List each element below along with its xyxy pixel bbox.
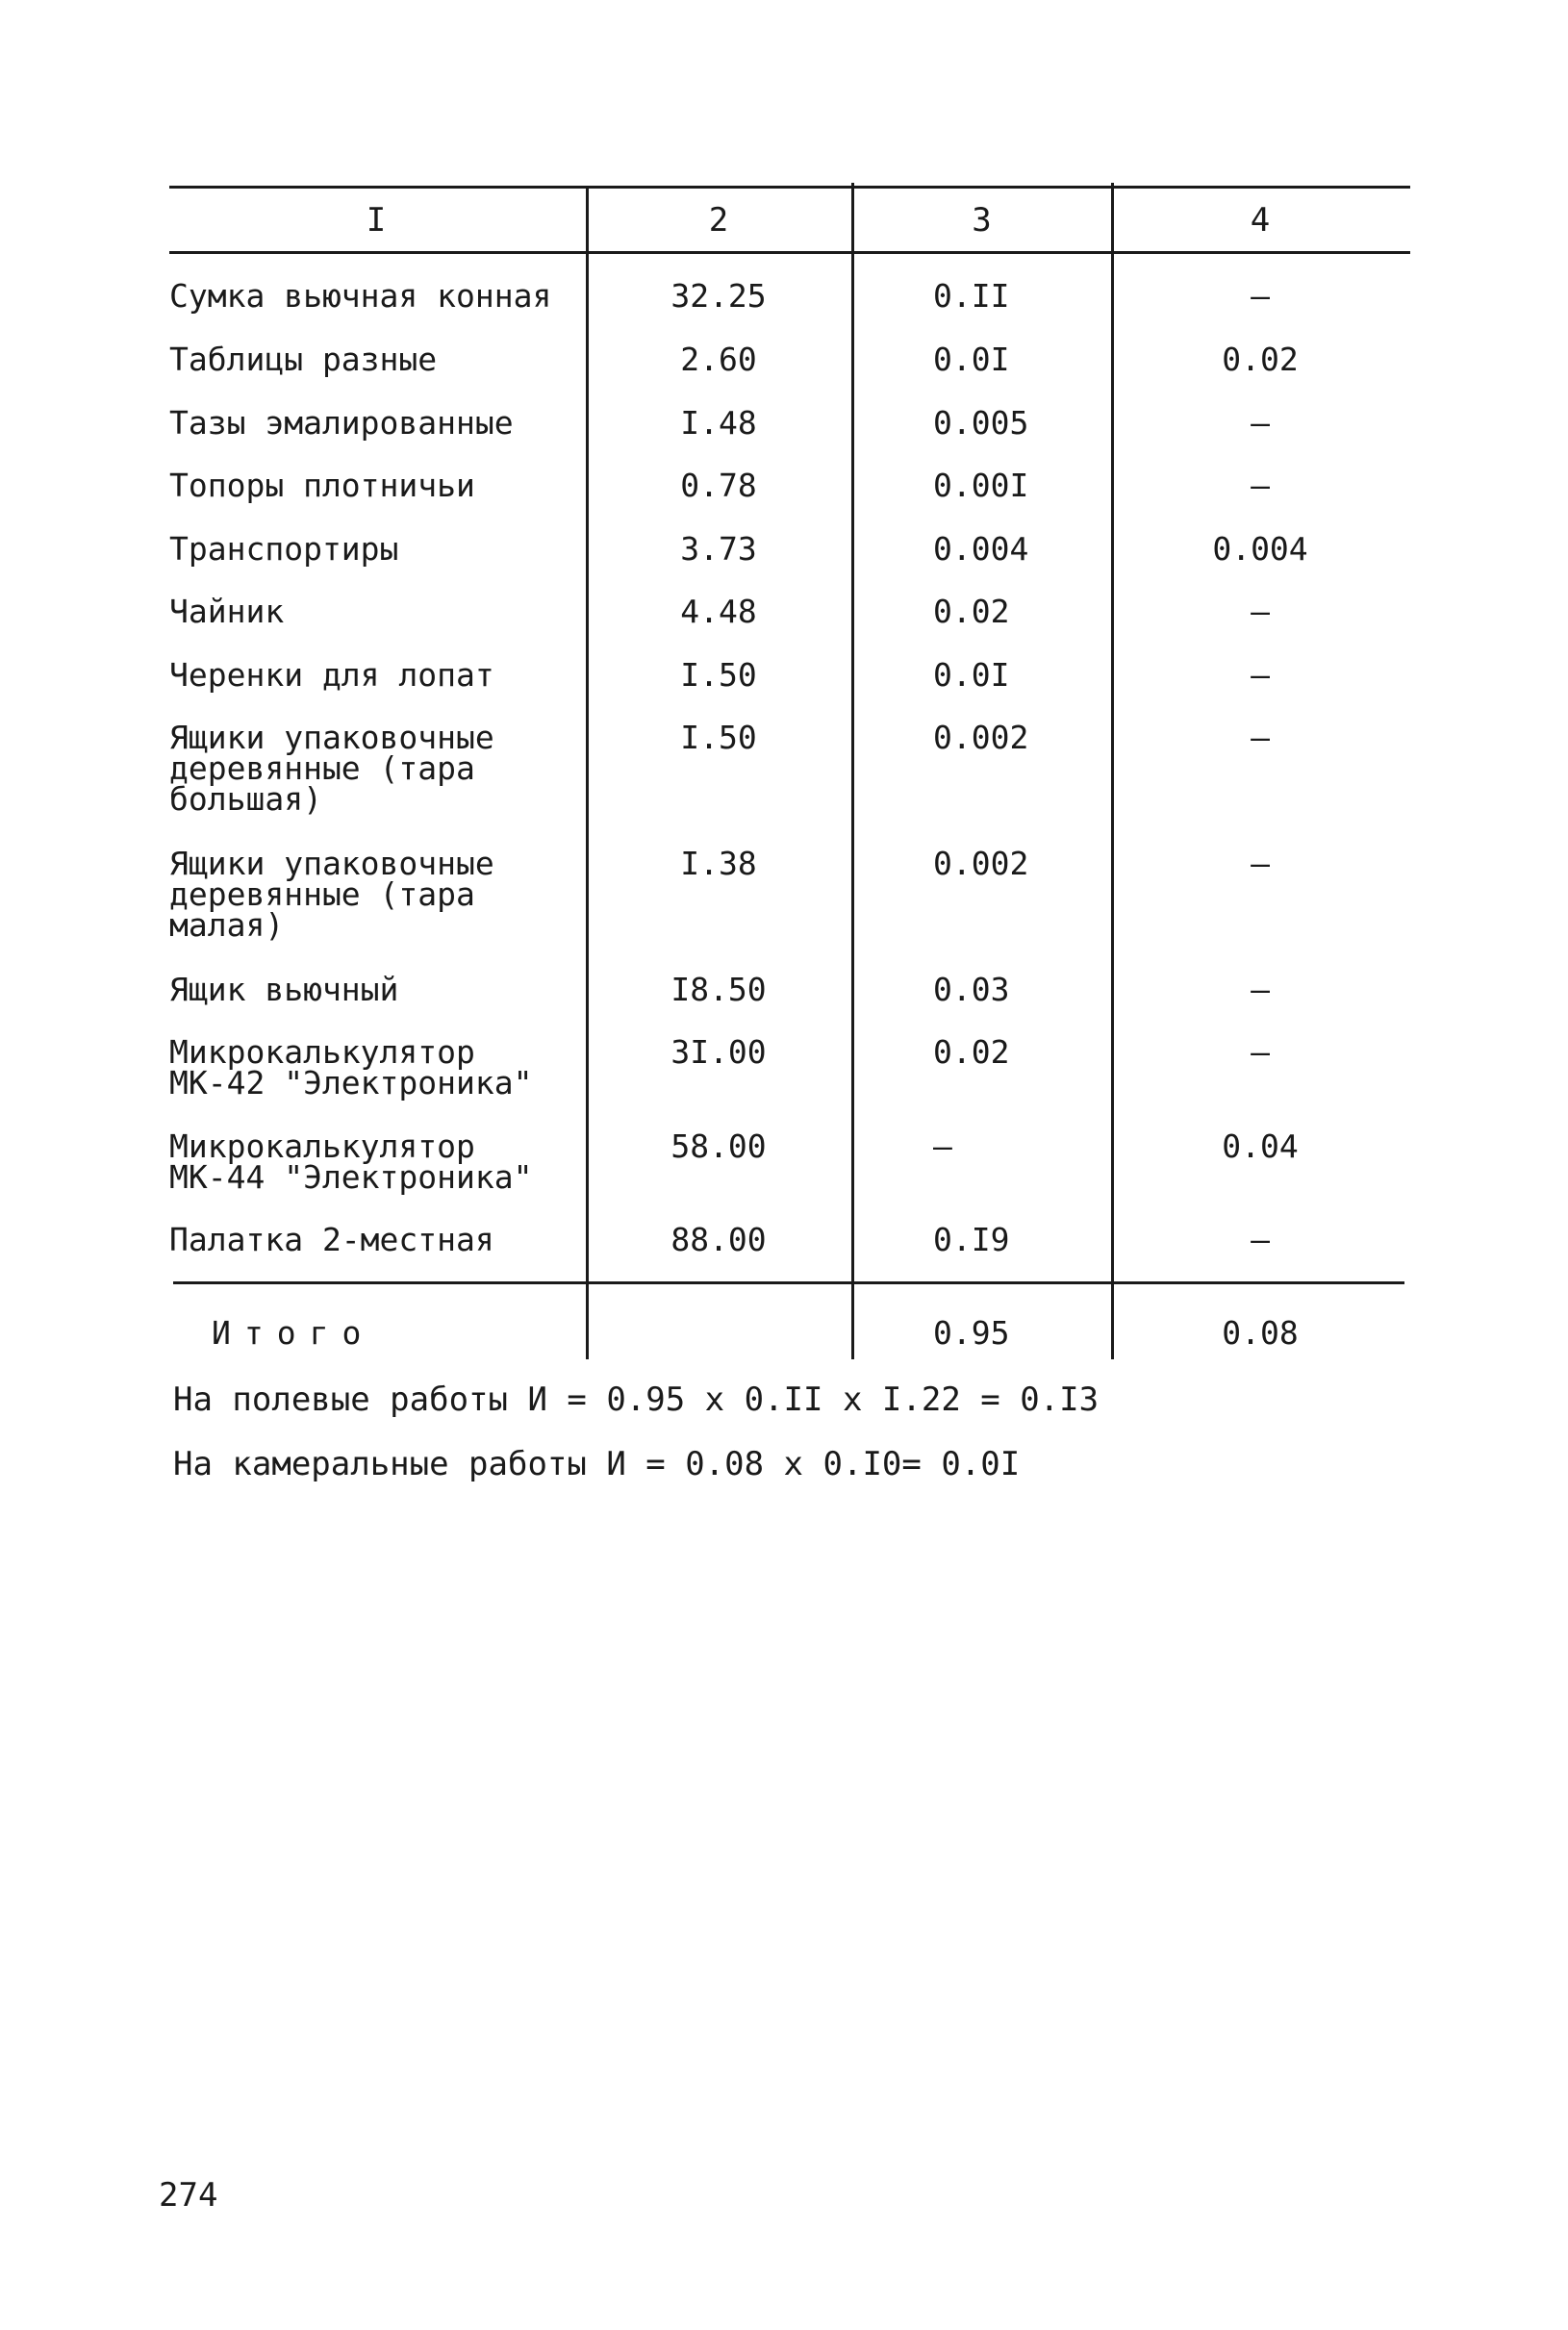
item-name: Таблицы разные — [169, 341, 438, 378]
value-col4: – — [1251, 404, 1270, 442]
value-col4: – — [1251, 719, 1270, 756]
value-col3: 0.002 — [933, 845, 1029, 882]
total-col3: 0.95 — [933, 1314, 1010, 1352]
item-name: Топоры плотничьи — [169, 467, 475, 504]
value-col2: 88.00 — [670, 1221, 767, 1258]
value-col4: – — [1251, 656, 1270, 694]
item-name: Микрокалькулятор МК-42 "Электроника" — [169, 1033, 533, 1102]
value-col3: 0.004 — [933, 530, 1029, 568]
table-header-col4: 4 — [1250, 201, 1271, 240]
value-col2: I.50 — [680, 656, 757, 694]
value-col2: 3.73 — [680, 530, 757, 568]
value-col2: I.48 — [680, 404, 757, 442]
value-col4: 0.02 — [1222, 341, 1299, 378]
value-col3: – — [933, 1127, 952, 1165]
value-col3: 0.002 — [933, 719, 1029, 756]
item-name: Чайник — [169, 593, 285, 630]
value-col2: 4.48 — [680, 593, 757, 630]
value-col4: – — [1251, 1033, 1270, 1071]
note-field-work: На полевые работы И = 0.95 х 0.II х I.22 = 0.I3 — [173, 1380, 1100, 1419]
item-name: Сумка вьючная конная — [169, 277, 552, 315]
item-name: Ящик вьючный — [169, 971, 399, 1008]
value-col4: – — [1251, 971, 1270, 1008]
item-name: Тазы эмалированные — [169, 404, 514, 442]
value-col3: 0.02 — [933, 1033, 1010, 1071]
value-col2: I8.50 — [670, 971, 767, 1008]
value-col2: 2.60 — [680, 341, 757, 378]
value-col4: – — [1251, 1221, 1270, 1258]
item-name: Палатка 2-местная — [169, 1221, 494, 1258]
table-header-col3: 3 — [972, 201, 992, 240]
value-col2: 3I.00 — [670, 1033, 767, 1071]
value-col3: 0.03 — [933, 971, 1010, 1008]
table-header-col2: 2 — [708, 201, 729, 240]
page-number: 274 — [159, 2176, 218, 2215]
item-name: Черенки для лопат — [169, 656, 494, 694]
value-col2: 58.00 — [670, 1127, 767, 1165]
value-col4: – — [1251, 467, 1270, 504]
value-col2: 32.25 — [670, 277, 767, 315]
item-name: Ящики упаковочные деревянные (тара малая) — [169, 845, 494, 944]
item-name: Микрокалькулятор МК-44 "Электроника" — [169, 1127, 533, 1196]
value-col3: 0.0I — [933, 656, 1010, 694]
value-col4: 0.04 — [1222, 1127, 1299, 1165]
value-col4: – — [1251, 845, 1270, 882]
total-label: Итого — [212, 1314, 375, 1352]
value-col3: 0.02 — [933, 593, 1010, 630]
item-name: Ящики упаковочные деревянные (тара большая) — [169, 719, 494, 818]
table-total-rule — [173, 1281, 1404, 1284]
note-office-work: На камеральные работы И = 0.08 х 0.I0= 0.0I — [173, 1445, 1021, 1483]
value-col2: I.50 — [680, 719, 757, 756]
table-header-col1: I — [366, 201, 387, 240]
total-col4: 0.08 — [1222, 1314, 1299, 1352]
value-col3: 0.II — [933, 277, 1010, 315]
value-col2: 0.78 — [680, 467, 757, 504]
value-col3: 0.I9 — [933, 1221, 1010, 1258]
value-col2: I.38 — [680, 845, 757, 882]
item-name: Транспортиры — [169, 530, 399, 568]
value-col4: 0.004 — [1212, 530, 1308, 568]
value-col4: – — [1251, 593, 1270, 630]
value-col4: – — [1251, 277, 1270, 315]
value-col3: 0.0I — [933, 341, 1010, 378]
value-col3: 0.005 — [933, 404, 1029, 442]
value-col3: 0.00I — [933, 467, 1029, 504]
